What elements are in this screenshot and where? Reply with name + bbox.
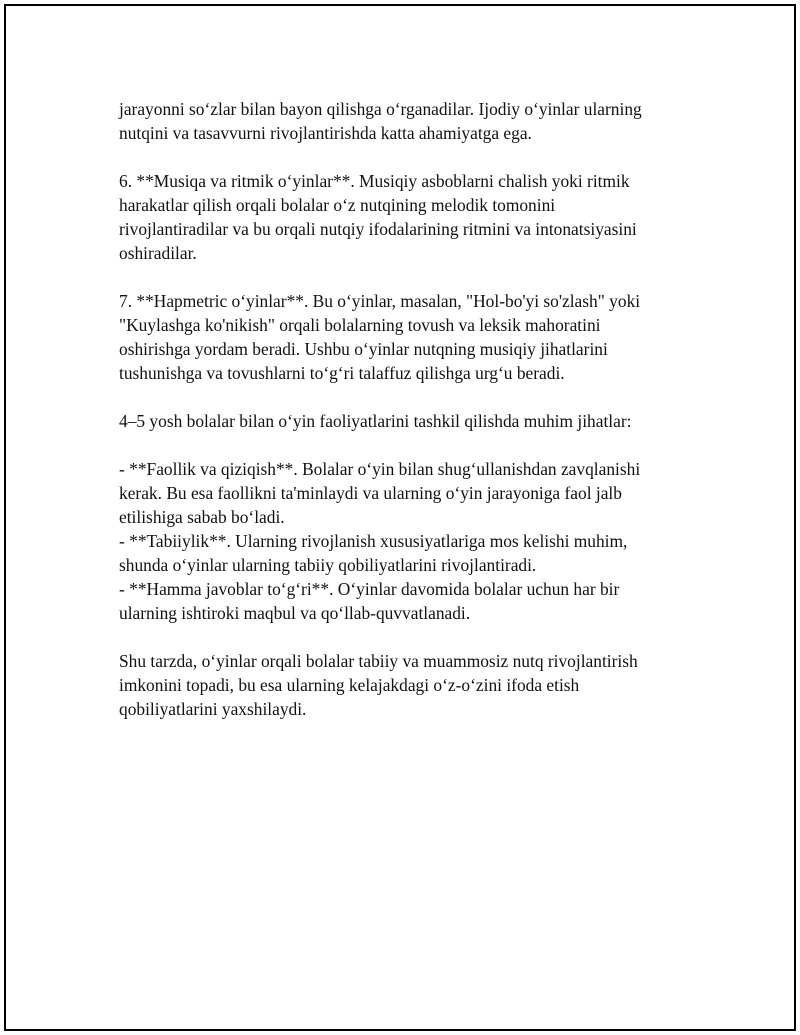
paragraph-intro-continuation xyxy=(119,97,699,145)
text-line: oshirishga yordam beradi. Ushbu o‘yinlar nutqning musiqiy jihatlarini xyxy=(119,339,608,359)
list-item-line: - **Hamma javoblar to‘g‘ri**. O‘yinlar davomida bolalar uchun har bir xyxy=(119,579,620,599)
text-line: tushunishga va tovushlarni to‘g‘ri talaffuz qilishga urg‘u beradi. xyxy=(119,363,565,383)
text-line: 7. **Hapmetric o‘yinlar**. Bu o‘yinlar, masalan, "Hol-bo'yi so'zlash" yoki xyxy=(119,291,641,311)
list-item-line: shunda o‘yinlar ularning tabiiy qobiliyatlarini rivojlantiradi. xyxy=(119,555,537,575)
list-item-line: - **Tabiiylik**. Ularning rivojlanish xususiyatlariga mos kelishi muhim, xyxy=(119,531,628,551)
text-line: qobiliyatlarini yaxshilaydi. xyxy=(119,699,307,719)
text-line: "Kuylashga ko'nikish" orqali bolalarning tovush va leksik mahoratini xyxy=(119,315,601,335)
paragraph-aspects-list xyxy=(119,457,699,625)
paragraph-item-7 xyxy=(119,289,699,385)
list-item-line: kerak. Bu esa faollikni ta'minlaydi va ularning o‘yin jarayoniga faol jalb xyxy=(119,483,622,503)
list-item-line: - **Faollik va qiziqish**. Bolalar o‘yin bilan shug‘ullanishdan zavqlanishi xyxy=(119,459,641,479)
paragraph-conclusion xyxy=(119,649,699,721)
text-line: jarayonni so‘zlar bilan bayon qilishga o‘rganadilar. Ijodiy o‘yinlar ularning xyxy=(119,99,642,119)
text-line: imkonini topadi, bu esa ularning kelajakdagi o‘z-o‘zini ifoda etish xyxy=(119,675,580,695)
paragraph-item-6 xyxy=(119,169,699,265)
text-line: Shu tarzda, o‘yinlar orqali bolalar tabiiy va muammosiz nutq rivojlantirish xyxy=(119,651,638,671)
text-line: nutqini va tasavvurni rivojlantirishda katta ahamiyatga ega. xyxy=(119,123,532,143)
list-item-line: etilishiga sabab bo‘ladi. xyxy=(119,507,285,527)
text-line: 4–5 yosh bolalar bilan o‘yin faoliyatlarini tashkil qilishda muhim jihatlar: xyxy=(119,411,632,431)
paragraph-aspects-heading xyxy=(119,409,699,433)
text-line: 6. **Musiqa va ritmik o‘yinlar**. Musiqiy asboblarni chalish yoki ritmik xyxy=(119,171,630,191)
text-line: harakatlar qilish orqali bolalar o‘z nutqining melodik tomonini xyxy=(119,195,556,215)
list-item-line: ularning ishtiroki maqbul va qo‘llab-quvvatlanadi. xyxy=(119,603,471,623)
page-border xyxy=(4,4,796,1031)
text-line: oshiradilar. xyxy=(119,243,197,263)
document-body xyxy=(119,97,699,721)
text-line: rivojlantiradilar va bu orqali nutqiy ifodalarining ritmini va intonatsiyasini xyxy=(119,219,637,239)
